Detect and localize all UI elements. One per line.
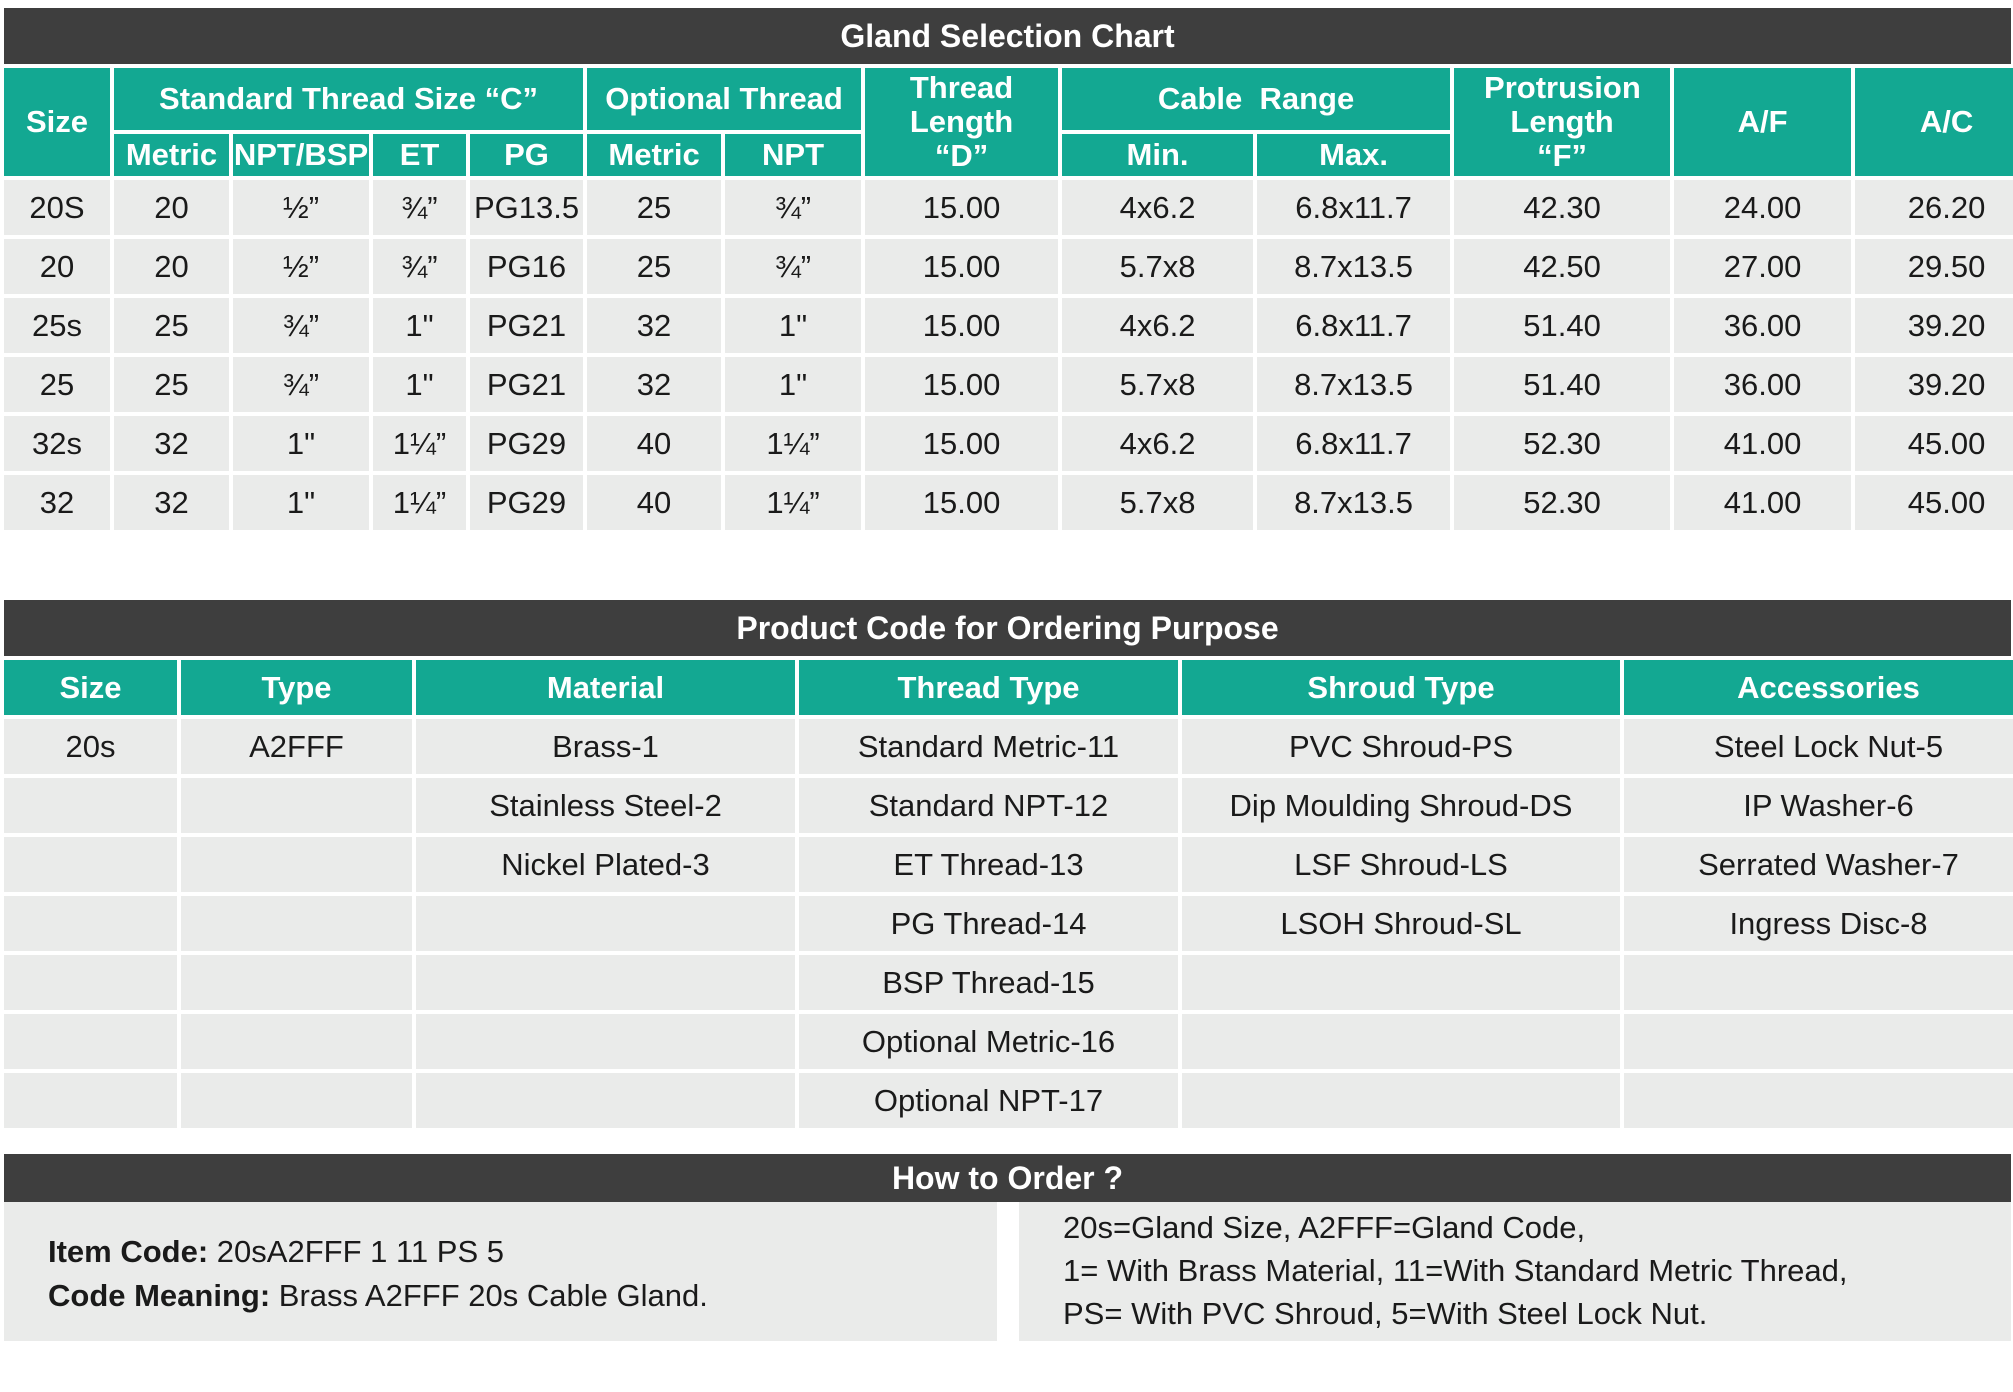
product-code-cell: Brass-1 xyxy=(416,719,795,774)
product-code-cell xyxy=(1624,955,2013,1010)
product-code-row xyxy=(4,719,2013,774)
product-code-cell xyxy=(1182,1073,1620,1128)
product-code-table-body xyxy=(4,719,2013,1128)
subheader-npt-bsp: NPT/BSP xyxy=(233,134,369,176)
gland-table-cell: 15.00 xyxy=(865,180,1058,235)
product-code-title: Product Code for Ordering Purpose xyxy=(4,600,2011,656)
gland-table-cell: 15.00 xyxy=(865,416,1058,471)
header-cable-range: Cable Range xyxy=(1062,68,1450,130)
gland-table-cell: 1" xyxy=(233,475,369,530)
gland-table-cell: 40 xyxy=(587,416,721,471)
product-code-cell: Nickel Plated-3 xyxy=(416,837,795,892)
gland-table-cell: 1¼” xyxy=(725,475,861,530)
gland-table-cell: 1" xyxy=(373,298,466,353)
product-code-cell xyxy=(416,1014,795,1069)
explanation-line: 20s=Gland Size, A2FFF=Gland Code, xyxy=(1063,1210,1586,1245)
gland-table-cell: 20 xyxy=(114,239,229,294)
product-code-header-cell: Thread Type xyxy=(799,660,1178,715)
gland-table-cell: 8.7x13.5 xyxy=(1257,357,1450,412)
product-code-cell xyxy=(4,778,177,833)
gland-table-cell: 1¼” xyxy=(725,416,861,471)
product-code-cell xyxy=(1624,1073,2013,1128)
gland-table-cell: 6.8x11.7 xyxy=(1257,416,1450,471)
header-optional-thread: Optional Thread xyxy=(587,68,861,130)
gland-table-cell: 4x6.2 xyxy=(1062,416,1253,471)
subheader-optional-metric: Metric xyxy=(587,134,721,176)
product-code-header-cell: Type xyxy=(181,660,412,715)
product-code-cell: IP Washer-6 xyxy=(1624,778,2013,833)
gland-table-row xyxy=(4,298,2013,353)
product-code-row xyxy=(4,778,2013,833)
subheader-metric: Metric xyxy=(114,134,229,176)
product-code-cell: Stainless Steel-2 xyxy=(416,778,795,833)
gland-table-cell: 1" xyxy=(373,357,466,412)
gland-table-cell: 25 xyxy=(587,239,721,294)
subheader-pg: PG xyxy=(470,134,583,176)
product-code-cell xyxy=(4,1073,177,1128)
gland-table-row xyxy=(4,475,2013,530)
gland-table-cell: 42.30 xyxy=(1454,180,1670,235)
how-to-order-section xyxy=(4,1154,2011,1341)
gland-table-cell: ¾” xyxy=(373,180,466,235)
product-code-row xyxy=(4,1073,2013,1128)
product-code-cell xyxy=(181,896,412,951)
product-code-cell: Dip Moulding Shroud-DS xyxy=(1182,778,1620,833)
product-code-row xyxy=(4,837,2013,892)
gland-table-cell: PG29 xyxy=(470,416,583,471)
gland-table-row xyxy=(4,416,2013,471)
gland-table-cell: 24.00 xyxy=(1674,180,1851,235)
item-code-value: 20sA2FFF 1 11 PS 5 xyxy=(208,1234,504,1269)
gland-table-cell: 41.00 xyxy=(1674,416,1851,471)
code-meaning-value: Brass A2FFF 20s Cable Gland. xyxy=(270,1278,708,1313)
gland-table-cell: 39.20 xyxy=(1855,298,2013,353)
gland-table-cell: 41.00 xyxy=(1674,475,1851,530)
gland-table-cell: 36.00 xyxy=(1674,298,1851,353)
gland-table-cell: 52.30 xyxy=(1454,475,1670,530)
product-code-cell xyxy=(4,837,177,892)
gland-table-cell: 6.8x11.7 xyxy=(1257,298,1450,353)
header-size: Size xyxy=(4,68,110,176)
gland-table-cell: ¾” xyxy=(233,298,369,353)
gland-table-cell: ¾” xyxy=(725,239,861,294)
gland-table-cell: ¾” xyxy=(373,239,466,294)
product-code-header-row xyxy=(4,660,2013,715)
gland-table-cell: 15.00 xyxy=(865,357,1058,412)
product-code-cell xyxy=(181,837,412,892)
subheader-et: ET xyxy=(373,134,466,176)
product-code-cell xyxy=(1182,1014,1620,1069)
product-code-cell: LSF Shroud-LS xyxy=(1182,837,1620,892)
explanation-line: PS= With PVC Shroud, 5=With Steel Lock Nut. xyxy=(1063,1296,1708,1331)
product-code-cell xyxy=(4,896,177,951)
gland-table-cell: 27.00 xyxy=(1674,239,1851,294)
gland-table-cell: PG16 xyxy=(470,239,583,294)
code-meaning-line xyxy=(48,1274,997,1318)
gland-table-cell: ½” xyxy=(233,239,369,294)
product-code-cell xyxy=(416,1073,795,1128)
gland-table-cell: ½” xyxy=(233,180,369,235)
gland-table-cell: 4x6.2 xyxy=(1062,298,1253,353)
product-code-cell xyxy=(1182,955,1620,1010)
gland-table-cell: 29.50 xyxy=(1855,239,2013,294)
header-ac: A/C xyxy=(1855,68,2013,176)
gland-table-cell: 25 xyxy=(114,357,229,412)
gland-table-cell: PG29 xyxy=(470,475,583,530)
gland-table-cell: 32s xyxy=(4,416,110,471)
gland-table-cell: 52.30 xyxy=(1454,416,1670,471)
gland-table-cell: PG21 xyxy=(470,357,583,412)
header-standard-thread: Standard Thread Size “C” xyxy=(114,68,583,130)
gland-table-cell: 20 xyxy=(114,180,229,235)
product-code-cell: Optional NPT-17 xyxy=(799,1073,1178,1128)
gland-table-cell: 20S xyxy=(4,180,110,235)
product-code-cell xyxy=(181,1073,412,1128)
product-code-header-cell: Material xyxy=(416,660,795,715)
code-meaning-label: Code Meaning: xyxy=(48,1278,271,1313)
item-code-line xyxy=(48,1230,997,1274)
gland-table-cell: 32 xyxy=(114,475,229,530)
gland-table-cell: 51.40 xyxy=(1454,298,1670,353)
product-code-cell: Serrated Washer-7 xyxy=(1624,837,2013,892)
product-code-header-cell: Accessories xyxy=(1624,660,2013,715)
subheader-max: Max. xyxy=(1257,134,1450,176)
header-thread-length: Thread Length “D” xyxy=(865,68,1058,176)
gland-table-cell: 1" xyxy=(725,298,861,353)
gland-table-cell: 32 xyxy=(587,298,721,353)
gland-chart-title: Gland Selection Chart xyxy=(4,8,2011,64)
product-code-row xyxy=(4,955,2013,1010)
gland-table-cell: 36.00 xyxy=(1674,357,1851,412)
explanation-line: 1= With Brass Material, 11=With Standard Metric Thread, xyxy=(1063,1253,1848,1288)
gland-table-cell: ¾” xyxy=(233,357,369,412)
product-code-cell: 20s xyxy=(4,719,177,774)
item-code-label: Item Code: xyxy=(48,1234,209,1269)
header-protrusion-length: Protrusion Length “F” xyxy=(1454,68,1670,176)
product-code-table xyxy=(0,656,2013,1132)
gland-table-cell: 5.7x8 xyxy=(1062,475,1253,530)
gland-table-cell: 1¼” xyxy=(373,475,466,530)
code-explanation-panel xyxy=(1019,1202,2011,1341)
gland-table-cell: 1" xyxy=(233,416,369,471)
gland-table-cell: 5.7x8 xyxy=(1062,239,1253,294)
product-code-cell: LSOH Shroud-SL xyxy=(1182,896,1620,951)
item-code-panel xyxy=(4,1202,997,1341)
product-code-cell: Ingress Disc-8 xyxy=(1624,896,2013,951)
gland-table-cell: 6.8x11.7 xyxy=(1257,180,1450,235)
product-code-cell: Standard Metric-11 xyxy=(799,719,1178,774)
gland-table-cell: 4x6.2 xyxy=(1062,180,1253,235)
product-code-cell: PG Thread-14 xyxy=(799,896,1178,951)
gland-table-row xyxy=(4,357,2013,412)
product-code-section xyxy=(4,600,2011,1132)
gland-table-cell: 1" xyxy=(725,357,861,412)
product-code-cell: Optional Metric-16 xyxy=(799,1014,1178,1069)
product-code-row xyxy=(4,896,2013,951)
gland-table-cell: 25 xyxy=(4,357,110,412)
product-code-header-cell: Shroud Type xyxy=(1182,660,1620,715)
gland-table-cell: 51.40 xyxy=(1454,357,1670,412)
product-code-cell: PVC Shroud-PS xyxy=(1182,719,1620,774)
gland-selection-chart xyxy=(4,8,2011,534)
gland-table-cell: 5.7x8 xyxy=(1062,357,1253,412)
product-code-cell xyxy=(416,896,795,951)
gland-table-cell: 45.00 xyxy=(1855,475,2013,530)
gland-table-cell: 32 xyxy=(587,357,721,412)
gland-table-cell: 39.20 xyxy=(1855,357,2013,412)
gland-table-cell: 42.50 xyxy=(1454,239,1670,294)
product-code-cell xyxy=(4,1014,177,1069)
gland-table-cell: 20 xyxy=(4,239,110,294)
gland-table-row xyxy=(4,239,2013,294)
gland-table-cell: 15.00 xyxy=(865,239,1058,294)
product-code-cell xyxy=(181,778,412,833)
product-code-cell: BSP Thread-15 xyxy=(799,955,1178,1010)
gland-table-cell: ¾” xyxy=(725,180,861,235)
header-af: A/F xyxy=(1674,68,1851,176)
product-code-cell: Steel Lock Nut-5 xyxy=(1624,719,2013,774)
gland-table-cell: 25 xyxy=(587,180,721,235)
product-code-cell: Standard NPT-12 xyxy=(799,778,1178,833)
product-code-cell xyxy=(1624,1014,2013,1069)
gland-table-cell: 8.7x13.5 xyxy=(1257,475,1450,530)
gland-table-cell: 15.00 xyxy=(865,298,1058,353)
product-code-cell xyxy=(181,955,412,1010)
gland-table-cell: PG13.5 xyxy=(470,180,583,235)
gland-table-cell: 32 xyxy=(114,416,229,471)
product-code-cell: A2FFF xyxy=(181,719,412,774)
product-code-cell xyxy=(4,955,177,1010)
gland-table-cell: PG21 xyxy=(470,298,583,353)
gland-table-cell: 1¼” xyxy=(373,416,466,471)
gland-table-cell: 8.7x13.5 xyxy=(1257,239,1450,294)
subheader-min: Min. xyxy=(1062,134,1253,176)
gland-table-row xyxy=(4,180,2013,235)
gland-table-body xyxy=(4,180,2013,530)
gland-table-cell: 40 xyxy=(587,475,721,530)
how-to-order-title: How to Order ? xyxy=(4,1154,2011,1202)
product-code-row xyxy=(4,1014,2013,1069)
subheader-optional-npt: NPT xyxy=(725,134,861,176)
gland-table-cell: 32 xyxy=(4,475,110,530)
gland-table-cell: 15.00 xyxy=(865,475,1058,530)
product-code-cell: ET Thread-13 xyxy=(799,837,1178,892)
product-code-cell xyxy=(181,1014,412,1069)
gland-table xyxy=(0,64,2013,534)
gland-table-cell: 25 xyxy=(114,298,229,353)
product-code-header-cell: Size xyxy=(4,660,177,715)
gland-table-cell: 25s xyxy=(4,298,110,353)
gland-table-cell: 26.20 xyxy=(1855,180,2013,235)
gland-table-cell: 45.00 xyxy=(1855,416,2013,471)
product-code-cell xyxy=(416,955,795,1010)
